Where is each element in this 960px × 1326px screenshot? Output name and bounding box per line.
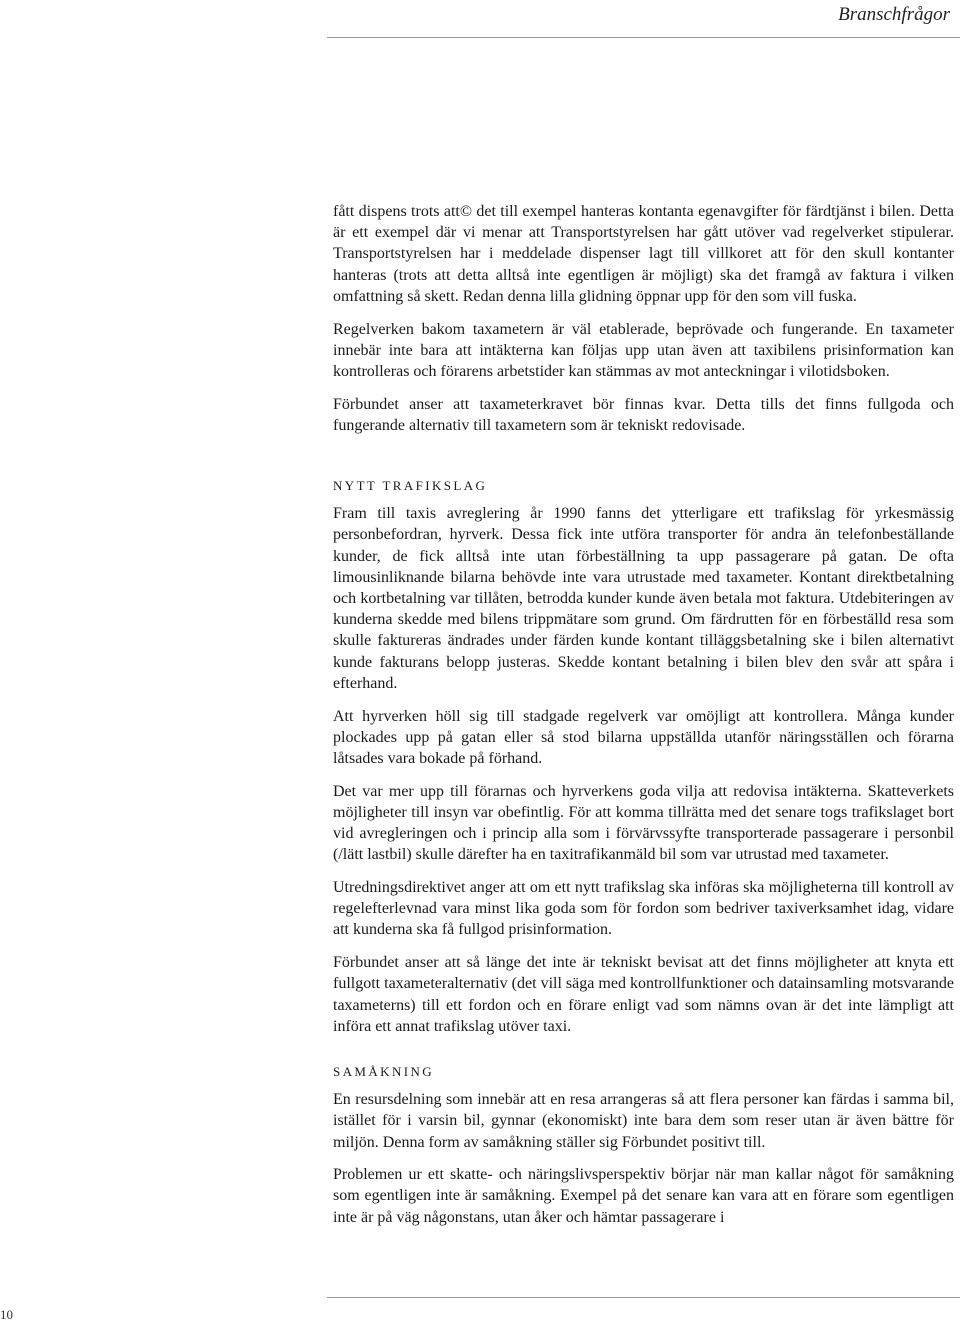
page-number: 10 xyxy=(0,1307,13,1322)
paragraph: Regelverken bakom taxametern är väl etablerade, beprövade och fungerande. En taxameter innebär inte bara att intäkterna kan följas upp utan även att taxibilens prisinformation kan kontrolleras och förarens arbetstider kan stämmas av mot anteckningar i vilotidsboken. xyxy=(333,320,954,380)
paragraph: Förbundet anser att taxameterkravet bör finnas kvar. Detta tills det finns fullgoda och fungerande alternativ till taxametern som är tekniskt redovisade. xyxy=(333,395,954,434)
footer-rule xyxy=(327,1297,960,1298)
paragraph: Förbundet anser att så länge det inte är tekniskt bevisat att det finns möjligheter att knyta ett fullgott taxameteralternativ (det vill säga med kontrollfunktioner och datainsamling motsvarande taxameterns) till ett fordon och en förare enligt vad som nämns ovan är det inte lämpligt att införa ett annat trafikslag utöver taxi. xyxy=(333,954,954,1035)
header-rule xyxy=(327,37,960,38)
paragraph: Utredningsdirektivet anger att om ett nytt trafikslag ska införas ska möjligheterna till kontroll av regelefterlevnad vara minst lika goda som för fordon som bedriver taxiverksamhet idag, vidare att kunderna ska få fullgod prisinformation. xyxy=(333,878,954,939)
running-head: Branschfrågor xyxy=(838,4,950,25)
paragraph: Det var mer upp till förarnas och hyrverkens goda vilja att redovisa intäkterna. Skatteverkets möjligheter till insyn var obefintlig. För att komma tillrätta med det senare togs trafikslaget bort vid avregleringen och i princip alla som i förvärvssyfte transporterade passagerare i personbil (/lätt lastbil) skulle därefter ha en taxitrafikanmäld bil som var utrustad med taxameter. xyxy=(333,782,954,864)
section-heading-nytt-trafikslag: NYTT TRAFIKSLAG xyxy=(333,478,488,494)
paragraph: Fram till taxis avreglering år 1990 fanns det ytterligare ett trafikslag för yrkesmässig personbefordran, hyrverk. Dessa fick inte utföra transporter för andra än telefonbeställande kunder, de fick alltså inte utan förbeställning ta upp passagerare på gatan. De ofta limousinliknande bilarna behövde inte vara utrustade med taxameter. Kontant direktbetalning och kortbetalning var tillåten, betrodda kunder kunde även betala mot faktura. Utdebiteringen av kunderna skedde med bilens trippmätare som grund. Om färdrutten för en förbeställd resa som skulle faktureras ändrades under färden kunde kontant tilläggsbetalning ske i bilen alternativt kunde fakturans belopp justeras. Skedde kontant betalning i bilen blev den svår att spåra i efterhand. xyxy=(333,505,954,692)
paragraph: Problemen ur ett skatte- och näringslivsperspektiv börjar när man kallar något för samåkning som egentligen inte är samåkning. Exempel på det senare kan vara att en förare som egentligen inte är på väg någonstans, utan åker och hämtar passagerare i xyxy=(333,1166,954,1226)
section-heading-samakning: SAMÅKNING xyxy=(333,1063,435,1079)
paragraph: En resursdelning som innebär att en resa arrangeras så att flera personer kan färdas i samma bil, istället för i varsin bil, gynnar (ekonomiskt) inte bara dem som reser utan är även bättre för miljön. Denna form av samåkning ställer sig Förbundet positivt till. xyxy=(333,1091,954,1151)
page-body xyxy=(333,201,954,1228)
paragraph: Att hyrverken höll sig till stadgade regelverk var omöjligt att kontrollera. Många kunder plockades upp på gatan eller så stod bilarna uppställda utanför näringsställen och förarna låtsades vara bokade på förhand. xyxy=(333,707,954,767)
paragraph: fått dispens trots att© det till exempel hanteras kontanta egenavgifter för färdtjänst i bilen. Detta är ett exempel där vi menar att Transportstyrelsen har gått utöver vad regelverket stipulerar. Transportstyrelsen har i meddelade dispenser lagt till villkoret att för den skull kontanter hanteras (trots att detta alltså inte egentligen är möjligt) ska det framgå av faktura i vilken omfattning så skett. Redan denna lilla glidning öppnar upp för den som vill fuska. xyxy=(333,203,954,305)
